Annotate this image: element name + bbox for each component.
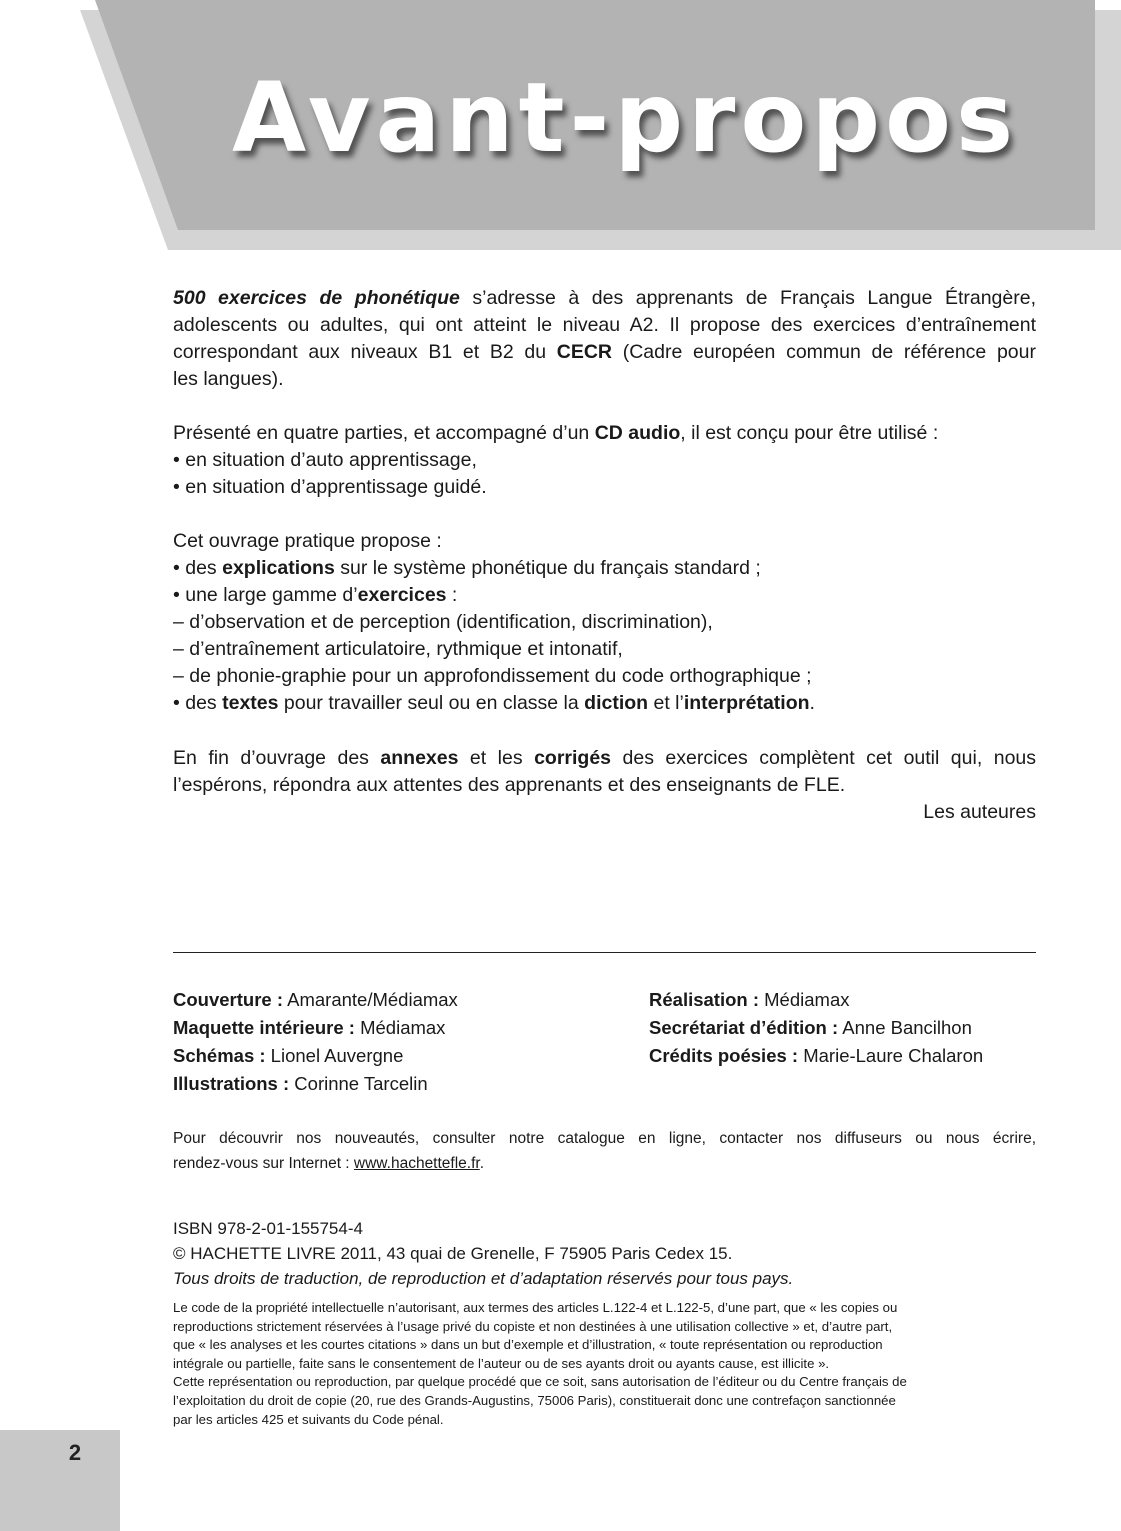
- intro-paragraph: [173, 285, 1036, 393]
- credit-value: Anne Bancilhon: [838, 1017, 972, 1038]
- credit-value: Médiamax: [354, 1017, 446, 1038]
- rights-notice: Tous droits de traduction, de reproduction et d’adaptation réservés pour tous pays.: [173, 1269, 794, 1288]
- list-item: [173, 690, 1036, 717]
- credit-row: [173, 986, 458, 1014]
- credit-label: Crédits poésies :: [649, 1045, 799, 1066]
- legal-line: que « les analyses et les courtes citations » dans un but d’exemple et d’illustration, « toute représentation ou reproduction: [173, 1337, 883, 1353]
- list-text: sur le système phonétique du français standard ;: [334, 557, 761, 579]
- signature: Les auteures: [923, 801, 1036, 823]
- list-bullet: • des: [173, 692, 223, 714]
- credit-label: Illustrations :: [173, 1073, 290, 1094]
- intro-text: (Cadre européen commun de référence pour: [612, 341, 1036, 363]
- closing-text: l’espérons, répondra aux attentes des apprenants et des enseignants de FLE.: [173, 774, 846, 796]
- list-item: [173, 555, 1036, 582]
- keyword: corrigés: [534, 747, 612, 769]
- credit-row: [649, 986, 983, 1014]
- credit-label: Réalisation :: [649, 989, 759, 1010]
- keyword: interprétation: [683, 692, 810, 714]
- credits-left: [173, 986, 458, 1098]
- list-bullet: • une large gamme d’: [173, 584, 358, 606]
- credit-row: [173, 1070, 458, 1098]
- credit-label: Schémas :: [173, 1045, 266, 1066]
- usage-text: Présenté en quatre parties, et accompagné d’un: [173, 422, 595, 444]
- intro-text: les langues).: [173, 368, 284, 390]
- legal-line: reproductions strictement réservées à l’usage privé du copiste et non destinées à une utilisation collective » et, d’autre part,: [173, 1318, 893, 1334]
- credit-row: [173, 1042, 458, 1070]
- usage-text: , il est conçu pour être utilisé :: [680, 422, 939, 444]
- sub-list-item: – de phonie-graphie pour un approfondissement du code orthographique ;: [173, 665, 812, 687]
- online-info: [173, 1126, 1036, 1176]
- online-text: Pour découvrir nos nouveautés, consulter notre catalogue en ligne, contacter nos diffuseurs ou nous écrire,: [173, 1130, 1036, 1147]
- keyword: diction: [584, 692, 649, 714]
- list-item: • en situation d’apprentissage guidé.: [173, 476, 487, 498]
- legal-line: intégrale ou partielle, faite sans le consentement de l’auteur ou de ses ayants droit ou ayants cause, est illicite ».: [173, 1355, 830, 1371]
- cecr-term: CECR: [556, 341, 613, 363]
- credit-value: Médiamax: [759, 989, 850, 1010]
- legal-line: Le code de la propriété intellectuelle n’autorisant, aux termes des articles L.122-4 et L.122-5, d’une part, que « les copies ou: [173, 1300, 898, 1315]
- credit-row: [649, 1042, 983, 1070]
- legal-line: par les articles 425 et suivants du Code pénal.: [173, 1411, 444, 1427]
- closing-text: des exercices complètent cet outil qui, nous: [611, 747, 1037, 769]
- list-bullet: • des: [173, 557, 223, 579]
- page-title: Avant-propos: [232, 62, 1019, 174]
- closing-paragraph: [173, 745, 1036, 799]
- online-text: .: [479, 1155, 485, 1172]
- legal-line: Cette représentation ou reproduction, par quelque procédé que ce soit, sans autorisation de l’éditeur ou du Centre français de: [173, 1374, 907, 1390]
- keyword: explications: [222, 557, 335, 579]
- list-text: pour travailler seul ou en classe la: [278, 692, 585, 714]
- credit-label: Maquette intérieure :: [173, 1017, 355, 1038]
- credits-right: [649, 986, 983, 1070]
- credit-value: Corinne Tarcelin: [289, 1073, 428, 1094]
- copyright: © HACHETTE LIVRE 2011, 43 quai de Grenelle, F 75905 Paris Cedex 15.: [173, 1244, 733, 1263]
- credit-label: Secrétariat d’édition :: [649, 1017, 839, 1038]
- cd-audio-term: CD audio: [594, 422, 681, 444]
- credit-value: Marie-Laure Chalaron: [798, 1045, 984, 1066]
- intro-text: adolescents ou adultes, qui ont atteint le niveau A2. Il propose des exercices d’entraînement: [173, 314, 1036, 336]
- closing-text: En fin d’ouvrage des: [173, 747, 381, 769]
- divider: [173, 952, 1036, 953]
- keyword: exercices: [357, 584, 447, 606]
- sub-list-item: – d’observation et de perception (identification, discrimination),: [173, 611, 713, 633]
- publication-info: [173, 1216, 793, 1291]
- intro-text: correspondant aux niveaux B1 et B2 du: [173, 341, 557, 363]
- list-item: [173, 582, 1036, 609]
- legal-line: l’exploitation du droit de copie (20, rue des Grands-Augustins, 75006 Paris), constituerait donc une contrefaçon sanctionnée: [173, 1392, 896, 1408]
- online-text: rendez-vous sur Internet :: [173, 1155, 354, 1172]
- isbn: ISBN 978-2-01-155754-4: [173, 1219, 363, 1238]
- contents-intro: Cet ouvrage pratique propose :: [173, 530, 442, 552]
- list-text: :: [446, 584, 458, 606]
- closing-text: et les: [458, 747, 535, 769]
- book-title: 500 exercices de phonétique: [173, 287, 460, 309]
- keyword: textes: [222, 692, 279, 714]
- intro-text: s’adresse à des apprenants de Français Langue Étrangère,: [459, 287, 1036, 309]
- page-number: 2: [68, 1440, 82, 1465]
- sub-list-item: – d’entraînement articulatoire, rythmique et intonatif,: [173, 638, 623, 660]
- list-text: .: [809, 692, 815, 714]
- list-item: • en situation d’auto apprentissage,: [173, 449, 477, 471]
- credit-value: Lionel Auvergne: [265, 1045, 404, 1066]
- credit-label: Couverture :: [173, 989, 283, 1010]
- keyword: annexes: [380, 747, 459, 769]
- credit-row: [173, 1014, 458, 1042]
- legal-notice: [173, 1299, 1036, 1429]
- contents-paragraph: [173, 528, 1036, 717]
- credit-value: Amarante/Médiamax: [283, 989, 458, 1010]
- list-text: et l’: [648, 692, 684, 714]
- credit-row: [649, 1014, 983, 1042]
- website-link[interactable]: www.hachettefle.fr: [353, 1155, 480, 1172]
- usage-paragraph: [173, 420, 1036, 501]
